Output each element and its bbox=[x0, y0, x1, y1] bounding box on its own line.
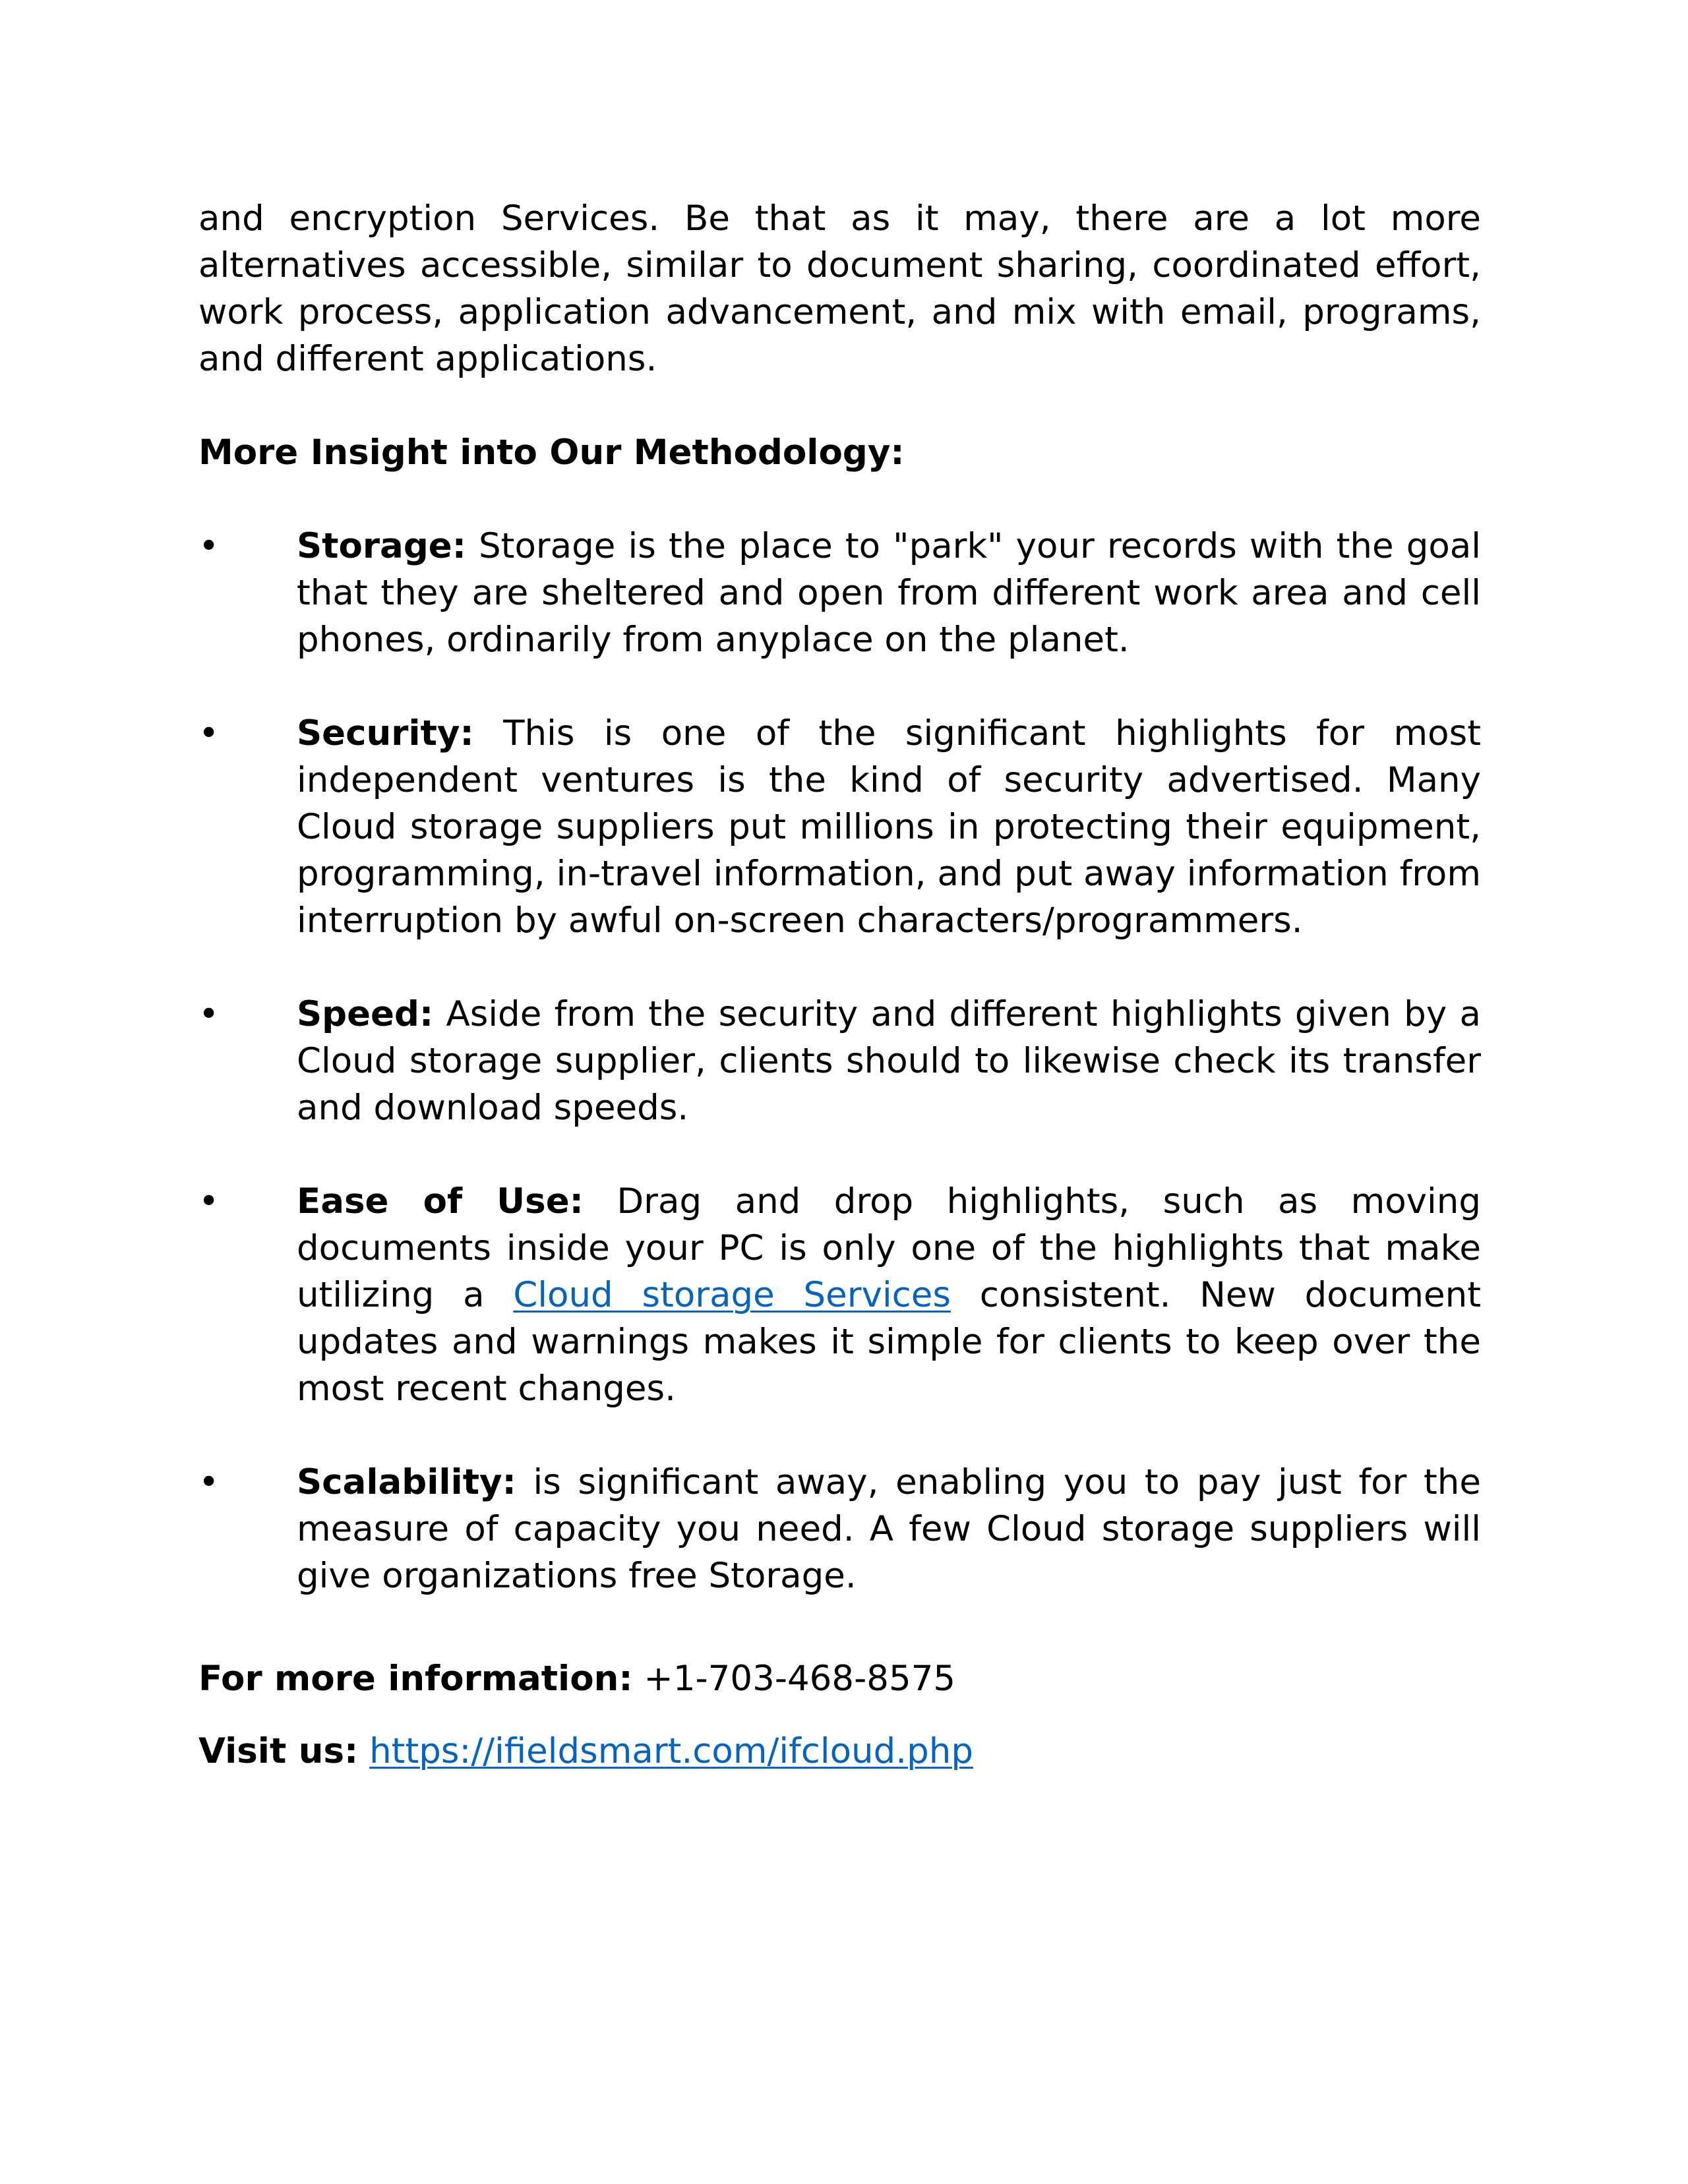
list-item-speed bbox=[198, 991, 1481, 1131]
methodology-list bbox=[198, 523, 1481, 1599]
desc-ease-of-use-before: Drag and drop highlights, such as moving documents inside your PC is only one of the highlights that make utilizing a bbox=[297, 1181, 1482, 1315]
term-scalability: Scalability: bbox=[297, 1462, 516, 1502]
document-page bbox=[198, 195, 1481, 1775]
bullet-icon: • bbox=[198, 1462, 220, 1502]
contact-phone-line bbox=[198, 1655, 1481, 1702]
bullet-icon: • bbox=[198, 713, 220, 753]
phone-number: +1-703-468-8575 bbox=[632, 1659, 956, 1699]
intro-paragraph: and encryption Services. Be that as it may, there are a lot more alternatives accessible, similar to document sharing, coordinated effort, work process, application advancement, and mix with email, programs, and different applications. bbox=[198, 198, 1481, 379]
info-label: For more information: bbox=[198, 1659, 633, 1699]
term-speed: Speed: bbox=[297, 994, 434, 1034]
term-ease-of-use: Ease of Use: bbox=[297, 1181, 584, 1222]
desc-security: This is one of the significant highlights for most independent ventures is the kind of security advertised. Many Cloud storage suppliers put millions in protecting their equipment, programming, in-travel information, and put away information from interruption by awful on-screen characters/programmers. bbox=[297, 713, 1481, 941]
desc-scalability: is significant away, enabling you to pay just for the measure of capacity you need. A few Cloud storage suppliers will give organizations free Storage. bbox=[297, 1462, 1481, 1596]
desc-storage: Storage is the place to "park" your records with the goal that they are sheltered and open from different work area and cell phones, ordinarily from anyplace on the planet. bbox=[297, 526, 1481, 660]
contact-visit-line bbox=[198, 1728, 1481, 1775]
visit-label: Visit us: bbox=[198, 1731, 359, 1771]
list-item-security bbox=[198, 710, 1481, 944]
bullet-icon: • bbox=[198, 1181, 220, 1222]
bullet-icon: • bbox=[198, 994, 220, 1034]
term-security: Security: bbox=[297, 713, 474, 753]
cloud-storage-services-link[interactable]: Cloud storage Services bbox=[513, 1275, 951, 1315]
desc-speed: Aside from the security and different highlights given by a Cloud storage supplier, clients should to likewise check its transfer and download speeds. bbox=[297, 994, 1481, 1128]
section-heading: More Insight into Our Methodology: bbox=[198, 432, 905, 473]
bullet-icon: • bbox=[198, 526, 220, 566]
list-item-storage bbox=[198, 523, 1481, 663]
website-link[interactable]: https://ifieldsmart.com/ifcloud.php bbox=[369, 1731, 973, 1771]
term-storage: Storage: bbox=[297, 526, 466, 566]
list-item-scalability bbox=[198, 1459, 1481, 1599]
list-item-ease-of-use bbox=[198, 1178, 1481, 1412]
desc-ease-of-use-after: consistent. New document updates and warnings makes it simple for clients to keep over the most recent changes. bbox=[297, 1275, 1482, 1409]
